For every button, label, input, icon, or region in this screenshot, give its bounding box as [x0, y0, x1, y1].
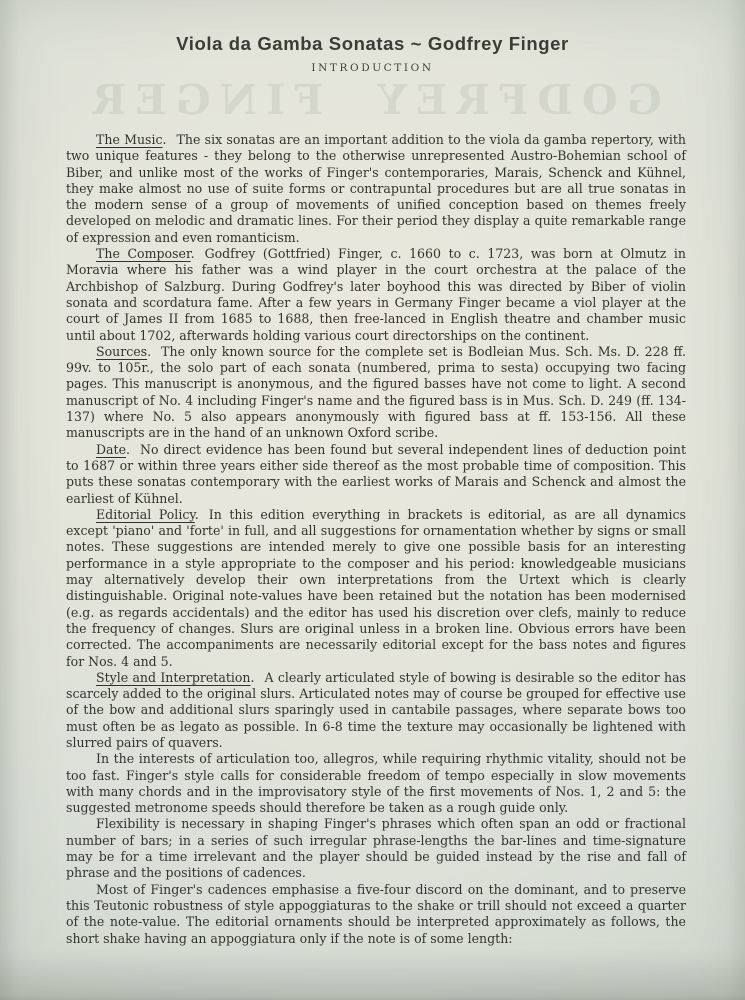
body-text: [66, 132, 686, 947]
paragraph-the-music: [66, 132, 686, 246]
page-title: Viola da Gamba Sonatas ~ Godfrey Finger: [176, 33, 569, 54]
section-heading-period: .: [147, 343, 152, 359]
section-heading-period: .: [190, 246, 195, 262]
section-heading-period: .: [162, 132, 167, 147]
section-heading-period: .: [250, 669, 255, 685]
paragraph-text: Most of Finger's cadences emphasise a five-four discord on the dominant, and to preserve this Teutonic robustness of style appoggiaturas to the shake or trill should not exceed a quarter of the note-value. The editorial ornaments should be interpreted approximately as follows, the short shake having an appoggiatura only if the note is of some length:: [66, 881, 686, 946]
paragraph-editorial-policy: [66, 507, 686, 670]
paragraph-sources: [66, 344, 686, 442]
paragraph-articulation: [66, 751, 686, 816]
bleed-through-text: GODFREY FINGER: [83, 76, 662, 124]
paragraph-text: No direct evidence has been found but several independent lines of deduction point to 1687 or within three years either side thereof as the most probable time of composition. This puts these sonatas contemporary with the earliest works of Marais and Schenck and almost the earliest of Kühnel.: [66, 441, 686, 506]
paragraph-text: In the interests of articulation too, allegros, while requiring rhythmic vitality, should not be too fast. Finger's style calls for considerable freedom of tempo especially in slow movements with many chords and in the improvisatory style of the first movements of Nos. 1, 2 and 5: the suggested metronome speeds should therefore be taken as a rough guide only.: [66, 751, 686, 816]
paragraph-the-composer: [66, 246, 686, 344]
section-heading: Style and Interpretation: [96, 669, 251, 685]
paragraph-text: Godfrey (Gottfried) Finger, c. 1660 to c. 1723, was born at Olmutz in Moravia where his father was a wind player in the court orchestra at the palace of the Archbishop of Salzburg. During Godfrey's later boyhood this was directed by Biber of violin sonata and scordatura fame. After a few years in Germany Finger became a viol player at the court of James II from 1685 to 1688, then free-lanced in English theatre and chamber music until about 1702, afterwards holding various court directorships on the continent.: [66, 246, 686, 343]
section-heading-period: .: [194, 506, 199, 522]
section-heading: Date: [96, 441, 127, 457]
paragraph-text: In this edition everything in brackets is editorial, as are all dynamics except 'piano' and 'forte' in full, and all suggestions for ornamentation whether by signs or small notes. These suggestions are intended merely to give one possible basis for an interesting performance in a style appropriate to the composer and his period: knowledgeable musicians may alternatively develop their own interpretations from the Urtext which is clearly distinguishable. Original note-values have been retained but the notation has been modernised (e.g. as regards accidentals) and the editor has used his discretion over clefs, mainly to reduce the frequency of changes. Slurs are original unless in a broken line. Obvious errors have been corrected. The accompaniments are necessarily editorial except for the bass notes and figures for Nos. 4 and 5.: [66, 506, 686, 669]
paragraph-text: A clearly articulated style of bowing is desirable so the editor has scarcely added to the original slurs. Articulated notes may of course be grouped for effective use of the bow and additional slurs sparingly used in cantabile passages, where separate bows too must often be as legato as possible. In 6-8 time the texture may occasionally be lightened with slurred pairs of quavers.: [66, 669, 686, 750]
paragraph-style-and-interpretation: [66, 670, 686, 751]
paragraph-flexibility: [66, 816, 686, 881]
section-heading: Editorial Policy: [96, 506, 195, 522]
page-subtitle: INTRODUCTION: [311, 62, 434, 74]
section-heading: The Music: [96, 132, 163, 147]
paragraph-cadences: [66, 882, 686, 947]
section-heading: Sources: [96, 343, 148, 359]
paragraph-text: Flexibility is necessary in shaping Finger's phrases which often span an odd or fractional number of bars; in a series of such irregular phrase-lengths the bar-lines and time-signature may be for a time irrelevant and the player should be guided instead by the rise and fall of phrase and the positions of cadences.: [66, 816, 686, 881]
paragraph-date: [66, 442, 686, 507]
paragraph-text: The six sonatas are an important addition to the viola da gamba repertory, with two unique features - they belong to the otherwise unrepresented Austro-Bohemian school of Biber, and unlike most of the works of Finger's contemporaries, Marais, Schenck and Kühnel, they make almost no use of suite forms or contrapuntal procedures but are all true sonatas in the modern sense of a group of movements of unified conception based on themes freely developed on melodic and dramatic lines. For their period they display a quite remarkable range of expression and even romanticism.: [66, 132, 686, 245]
paragraph-text: The only known source for the complete set is Bodleian Mus. Sch. Ms. D. 228 ff. 99v. to 105r., the solo part of each sonata (numbered, prima to sesta) occupying two facing pages. This manuscript is anonymous, and the figured basses have not come to light. A second manuscript of No. 4 including Finger's name and the figured bass is in Mus. Sch. D. 249 (ff. 134-137) where No. 5 also appears anonymously with figured bass at ff. 153-156. All these manuscripts are in the hand of an unknown Oxford scribe.: [66, 343, 686, 441]
section-heading-period: .: [126, 441, 131, 457]
section-heading: The Composer: [96, 246, 191, 262]
